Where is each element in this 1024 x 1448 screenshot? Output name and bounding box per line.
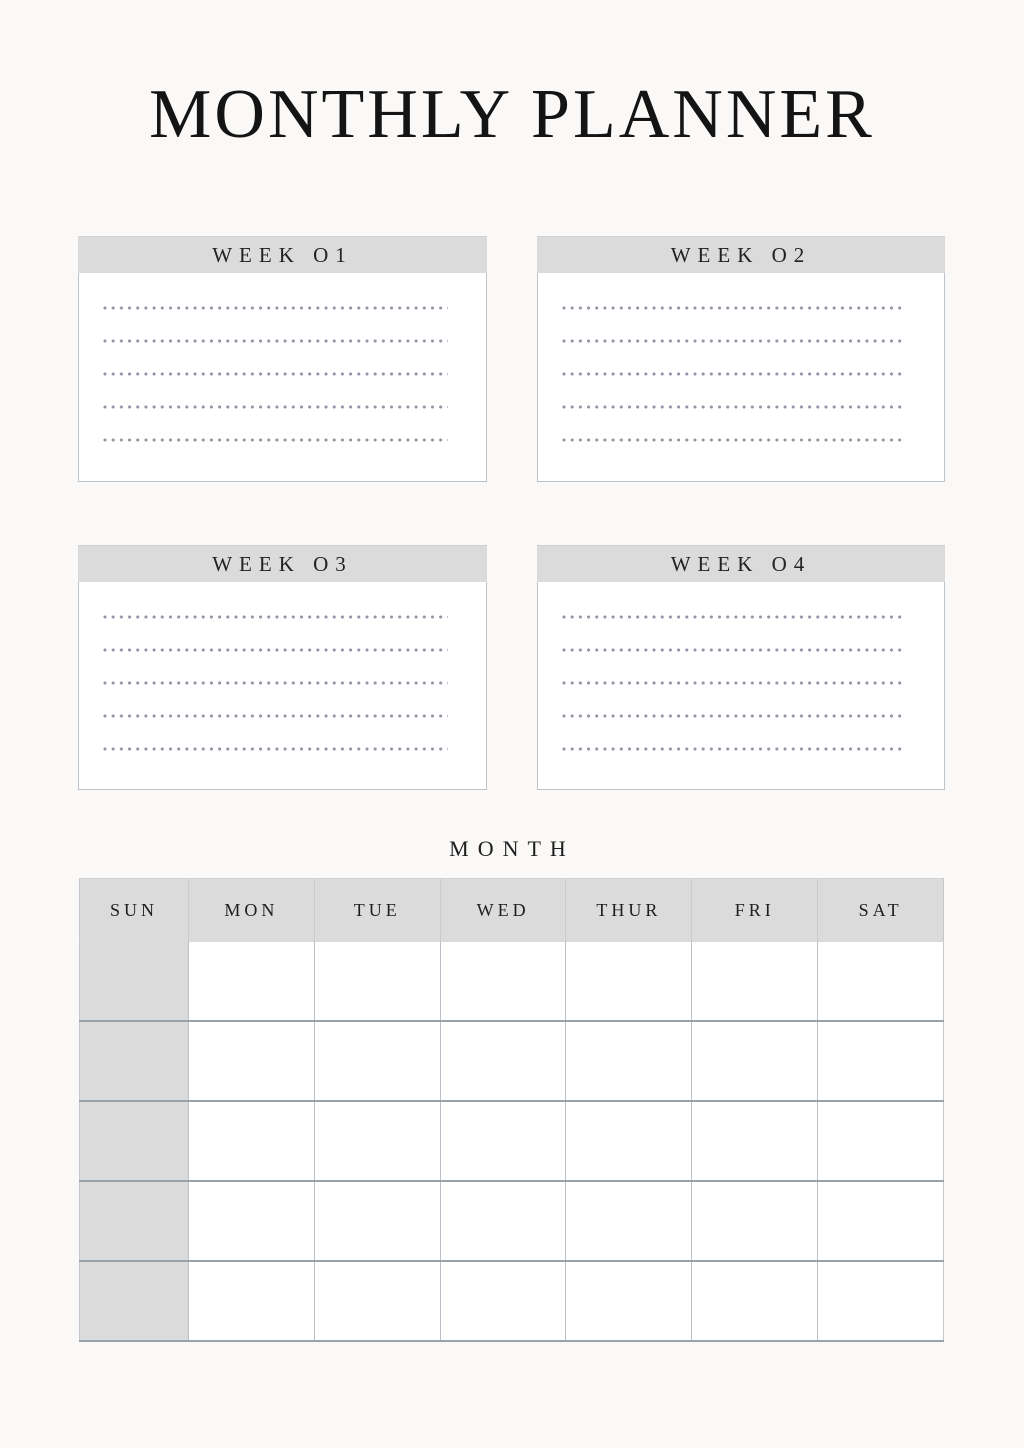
week-2-header: WEEK O2 <box>537 236 945 273</box>
note-dotted-line <box>562 306 906 310</box>
calendar-cell <box>80 1101 189 1181</box>
calendar-cell <box>818 1021 944 1101</box>
calendar-week-row <box>80 1101 944 1181</box>
calendar-cell <box>189 1181 315 1261</box>
calendar-cell <box>314 942 440 1022</box>
week-4-header: WEEK O4 <box>537 545 945 582</box>
page-title: MONTHLY PLANNER <box>149 76 875 153</box>
calendar-cell <box>566 1181 692 1261</box>
note-dotted-line <box>562 747 906 751</box>
calendar-cell <box>692 1101 818 1181</box>
calendar-cell <box>189 1101 315 1181</box>
day-header-thur: THUR <box>566 879 692 942</box>
week-1-card <box>78 236 487 482</box>
calendar-header-row <box>80 879 944 942</box>
calendar-cell <box>692 1261 818 1341</box>
calendar-week-row <box>80 1261 944 1341</box>
calendar-week-row <box>80 1021 944 1101</box>
note-dotted-line <box>103 306 448 310</box>
note-dotted-line <box>562 438 906 442</box>
note-dotted-line <box>562 681 906 685</box>
week-3-header: WEEK O3 <box>78 545 487 582</box>
note-dotted-line <box>562 714 906 718</box>
calendar-cell <box>818 1261 944 1341</box>
calendar-cell <box>80 1261 189 1341</box>
calendar-cell <box>566 1021 692 1101</box>
calendar-cell <box>566 1261 692 1341</box>
calendar-cell <box>566 1101 692 1181</box>
note-dotted-line <box>103 405 448 409</box>
calendar-cell <box>189 1021 315 1101</box>
calendar-cell <box>440 942 566 1022</box>
calendar-cell <box>818 942 944 1022</box>
month-calendar-grid <box>79 878 944 1342</box>
calendar-cell <box>314 1181 440 1261</box>
calendar-body <box>80 942 944 1342</box>
calendar-cell <box>692 1021 818 1101</box>
week-4-notes-area <box>538 615 944 751</box>
calendar-cell <box>189 942 315 1022</box>
calendar-cell <box>314 1101 440 1181</box>
month-section-title: MONTH <box>449 836 575 861</box>
note-dotted-line <box>103 438 448 442</box>
calendar-cell <box>314 1261 440 1341</box>
week-1-notes-area <box>79 306 486 442</box>
note-dotted-line <box>562 372 906 376</box>
calendar-cell <box>566 942 692 1022</box>
week-3-card <box>78 545 487 790</box>
note-dotted-line <box>562 405 906 409</box>
day-header-wed: WED <box>440 879 566 942</box>
calendar-cell <box>692 942 818 1022</box>
calendar-week-row <box>80 942 944 1022</box>
week-3-notes-area <box>79 615 486 751</box>
calendar-week-row <box>80 1181 944 1261</box>
note-dotted-line <box>562 615 906 619</box>
calendar-cell <box>189 1261 315 1341</box>
note-dotted-line <box>103 372 448 376</box>
week-1-header: WEEK O1 <box>78 236 487 273</box>
day-header-fri: FRI <box>692 879 818 942</box>
note-dotted-line <box>103 615 448 619</box>
calendar-cell <box>80 1181 189 1261</box>
note-dotted-line <box>103 714 448 718</box>
day-header-sun: SUN <box>80 879 189 942</box>
day-header-tue: TUE <box>314 879 440 942</box>
calendar-cell <box>818 1101 944 1181</box>
calendar-cell <box>440 1181 566 1261</box>
note-dotted-line <box>103 681 448 685</box>
note-dotted-line <box>562 339 906 343</box>
calendar-cell <box>692 1181 818 1261</box>
calendar-cell <box>80 1021 189 1101</box>
calendar-cell <box>440 1021 566 1101</box>
note-dotted-line <box>103 648 448 652</box>
calendar-cell <box>440 1101 566 1181</box>
calendar-cell <box>80 942 189 1022</box>
note-dotted-line <box>103 747 448 751</box>
week-2-card <box>537 236 945 482</box>
calendar-cell <box>314 1021 440 1101</box>
day-header-mon: MON <box>189 879 315 942</box>
calendar-cell <box>818 1181 944 1261</box>
week-2-notes-area <box>538 306 944 442</box>
day-header-sat: SAT <box>818 879 944 942</box>
week-4-card <box>537 545 945 790</box>
calendar-cell <box>440 1261 566 1341</box>
note-dotted-line <box>103 339 448 343</box>
note-dotted-line <box>562 648 906 652</box>
